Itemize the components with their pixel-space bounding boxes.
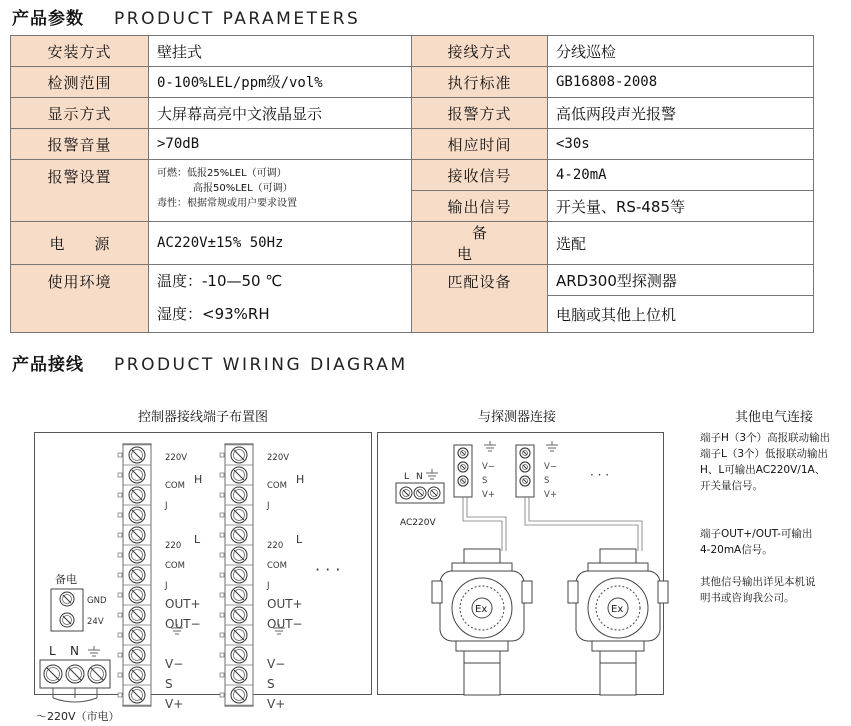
env-label: 使用环境 bbox=[11, 265, 149, 333]
screw-terminal-icon bbox=[231, 627, 247, 643]
screw-terminal-icon bbox=[231, 587, 247, 603]
install-value: 壁挂式 bbox=[149, 36, 412, 67]
power-label: 电源 bbox=[11, 222, 149, 265]
table-row bbox=[11, 36, 814, 67]
install-label: 安装方式 bbox=[11, 36, 149, 67]
screw-terminal-icon bbox=[60, 592, 74, 606]
ground-icon bbox=[426, 469, 438, 479]
screw-terminal-icon bbox=[129, 587, 145, 603]
screw-terminal-icon bbox=[88, 665, 106, 683]
mains-n-label: N bbox=[70, 644, 79, 658]
volume-label: 报警音量 bbox=[11, 129, 149, 160]
display-label: 显示方式 bbox=[11, 98, 149, 129]
backup-value: 选配 bbox=[548, 222, 814, 265]
other-electrical-caption: 其他电气连接 bbox=[735, 410, 814, 425]
screw-terminal-icon bbox=[129, 607, 145, 623]
terminal-pin bbox=[118, 473, 122, 477]
terminal-label: S bbox=[267, 677, 275, 691]
detector-base bbox=[592, 641, 644, 651]
detector-connection-panel bbox=[377, 432, 664, 695]
more-detectors-ellipsis: · · · bbox=[590, 468, 610, 482]
screw-terminal-icon bbox=[520, 476, 530, 486]
terminal-label: OUT+ bbox=[165, 597, 201, 611]
terminal-pin bbox=[220, 513, 224, 517]
screw-terminal-icon bbox=[129, 447, 145, 463]
alarm-mode-value: 高低两段声光报警 bbox=[548, 98, 814, 129]
output-value: 开关量、RS-485等 bbox=[548, 191, 814, 222]
gas-detector-icon bbox=[432, 549, 532, 695]
screw-terminal-icon bbox=[129, 467, 145, 483]
screw-terminal-icon bbox=[231, 507, 247, 523]
terminal-pin bbox=[220, 473, 224, 477]
terminal-label: 220 bbox=[165, 541, 182, 551]
standard-label: 执行标准 bbox=[412, 67, 548, 98]
detector-terminal-label: V+ bbox=[482, 490, 495, 500]
backup-24v-label: 24V bbox=[87, 617, 104, 627]
relay-h-label: H bbox=[194, 473, 203, 486]
terminal-pin bbox=[220, 573, 224, 577]
backup-label: 备电 bbox=[412, 222, 548, 265]
detector-left-port bbox=[568, 581, 578, 603]
note-line: 开关量信号。 bbox=[700, 480, 763, 492]
detector-right-port bbox=[658, 581, 668, 603]
note-line: H、L可输出AC220V/1A、 bbox=[700, 464, 826, 476]
screw-terminal-icon bbox=[129, 507, 145, 523]
screw-terminal-icon bbox=[458, 448, 468, 458]
note-line: 端子OUT+/OUT-可输出 bbox=[700, 528, 813, 540]
env-humidity: 湿度：<93%RH bbox=[149, 296, 412, 333]
detector-l-label: L bbox=[404, 472, 410, 482]
ground-icon bbox=[546, 441, 558, 451]
detector-wire bbox=[529, 497, 642, 551]
terminal-label: OUT+ bbox=[267, 597, 303, 611]
more-terminals-ellipsis: · · · bbox=[315, 560, 341, 579]
backup-power-block bbox=[51, 589, 83, 631]
terminal-label: 220V bbox=[165, 453, 188, 463]
terminal-label: J bbox=[165, 581, 168, 591]
note-line: 端子H（3个）高报联动输出 bbox=[700, 432, 831, 444]
terminal-pin bbox=[118, 633, 122, 637]
terminal-pin bbox=[220, 493, 224, 497]
terminal-label: J bbox=[267, 501, 270, 511]
screw-terminal-icon bbox=[231, 467, 247, 483]
response-value: <30s bbox=[548, 129, 814, 160]
backup-gnd-label: GND bbox=[87, 596, 107, 606]
detector-terminal-label: V+ bbox=[544, 490, 557, 500]
screw-terminal-icon bbox=[60, 613, 74, 627]
terminal-label: COM bbox=[267, 481, 287, 491]
output-label: 输出信号 bbox=[412, 191, 548, 222]
screw-terminal-icon bbox=[231, 547, 247, 563]
alarm-setting-value bbox=[149, 160, 412, 222]
screw-terminal-icon bbox=[231, 527, 247, 543]
terminal-pin bbox=[220, 553, 224, 557]
terminal-layout-caption: 控制器接线端子布置图 bbox=[138, 410, 269, 425]
mains-terminal-block bbox=[30, 640, 150, 726]
terminal-strip bbox=[220, 444, 304, 711]
screw-terminal-icon bbox=[231, 567, 247, 583]
detector-wire bbox=[463, 497, 502, 551]
alarm-setting-line: 可燃：低报25%LEL（可调） bbox=[157, 168, 287, 179]
ground-icon bbox=[88, 646, 100, 656]
ground-icon bbox=[484, 441, 496, 451]
detector-wire bbox=[467, 497, 506, 551]
alarm-mode-label: 报警方式 bbox=[412, 98, 548, 129]
terminal-label: 220V bbox=[267, 453, 290, 463]
parameters-table bbox=[10, 35, 814, 333]
table-row bbox=[11, 129, 814, 160]
terminal-label: J bbox=[267, 581, 270, 591]
screw-terminal-icon bbox=[231, 647, 247, 663]
parameters-title-en: PRODUCT PARAMETERS bbox=[114, 9, 361, 29]
alarm-setting-line: 毒性：根据常规或用户要求设置 bbox=[157, 198, 297, 209]
screw-terminal-icon bbox=[400, 487, 412, 499]
detector-terminal-label: S bbox=[544, 476, 550, 486]
screw-terminal-icon bbox=[520, 462, 530, 472]
screw-terminal-icon bbox=[231, 667, 247, 683]
terminal-pin bbox=[118, 553, 122, 557]
detector-terminal-set bbox=[454, 445, 472, 497]
terminal-pin bbox=[220, 693, 224, 697]
range-value: 0-100%LEL/ppm级/vol% bbox=[149, 67, 412, 98]
receive-value: 4-20mA bbox=[548, 160, 814, 191]
table-row bbox=[11, 222, 814, 265]
screw-terminal-icon bbox=[231, 447, 247, 463]
screw-terminal-icon bbox=[231, 487, 247, 503]
detector-cap-band bbox=[588, 563, 648, 571]
detector-left-port bbox=[432, 581, 442, 603]
screw-terminal-icon bbox=[458, 476, 468, 486]
note-line: 4-20mA信号。 bbox=[700, 544, 773, 556]
terminal-label: S bbox=[165, 677, 173, 691]
note-line: 端子L（3个）低报联动输出 bbox=[700, 448, 829, 460]
ex-mark: Ex bbox=[611, 604, 624, 615]
relay-h-label: H bbox=[296, 473, 305, 486]
match-label: 匹配设备 bbox=[412, 265, 548, 333]
screw-terminal-icon bbox=[458, 462, 468, 472]
table-row bbox=[11, 98, 814, 129]
detector-base bbox=[456, 641, 508, 651]
parameters-title-cn: 产品参数 bbox=[12, 9, 84, 29]
screw-terminal-icon bbox=[414, 487, 426, 499]
response-label: 相应时间 bbox=[412, 129, 548, 160]
env-temp: 温度：-10—50 ℃ bbox=[149, 265, 412, 296]
terminal-pin bbox=[118, 453, 122, 457]
detector-cap-band bbox=[452, 563, 512, 571]
volume-value: >70dB bbox=[149, 129, 412, 160]
detector-sensor-tube bbox=[600, 651, 636, 695]
terminal-label: J bbox=[165, 501, 168, 511]
terminal-pin bbox=[118, 613, 122, 617]
wiring-value: 分线巡检 bbox=[548, 36, 814, 67]
table-row bbox=[11, 265, 814, 296]
alarm-setting-line: 高报50%LEL（可调） bbox=[193, 183, 293, 194]
screw-terminal-icon bbox=[428, 487, 440, 499]
terminal-pin bbox=[118, 493, 122, 497]
receive-label: 接收信号 bbox=[412, 160, 548, 191]
terminal-label: OUT− bbox=[165, 617, 201, 631]
relay-l-label: L bbox=[296, 533, 303, 546]
terminal-pin bbox=[220, 653, 224, 657]
screw-terminal-icon bbox=[129, 487, 145, 503]
terminal-pin bbox=[220, 633, 224, 637]
screw-terminal-icon bbox=[44, 665, 62, 683]
match-value-1: ARD300型探测器 bbox=[548, 265, 814, 296]
screw-terminal-icon bbox=[231, 687, 247, 703]
screw-terminal-icon bbox=[129, 547, 145, 563]
terminal-label: COM bbox=[165, 561, 185, 571]
standard-value: GB16808-2008 bbox=[548, 67, 814, 98]
display-value: 大屏幕高亮中文液晶显示 bbox=[149, 98, 412, 129]
ex-mark: Ex bbox=[475, 604, 488, 615]
terminal-pin bbox=[220, 533, 224, 537]
note-line: 其他信号输出详见本机说 bbox=[700, 576, 816, 588]
parameters-heading bbox=[12, 4, 360, 29]
screw-terminal-icon bbox=[129, 527, 145, 543]
note-line: 明书或咨询我公司。 bbox=[700, 592, 795, 604]
detector-terminal-label: V− bbox=[544, 462, 557, 472]
terminal-label: V− bbox=[165, 657, 184, 671]
terminal-label: V− bbox=[267, 657, 286, 671]
other-electrical-notes bbox=[700, 430, 830, 606]
terminal-label: V+ bbox=[165, 697, 184, 711]
table-row bbox=[11, 160, 814, 191]
gas-detector-icon bbox=[568, 549, 668, 695]
terminal-label: COM bbox=[165, 481, 185, 491]
detector-terminal-set bbox=[516, 445, 534, 497]
detector-ac-label: AC220V bbox=[400, 518, 436, 528]
match-value-2: 电脑或其他上位机 bbox=[548, 296, 814, 333]
screw-terminal-icon bbox=[520, 448, 530, 458]
detector-terminal-label: S bbox=[482, 476, 488, 486]
screw-terminal-icon bbox=[66, 665, 84, 683]
detector-terminal-label: V− bbox=[482, 462, 495, 472]
terminal-label: COM bbox=[267, 561, 287, 571]
terminal-label: V+ bbox=[267, 697, 286, 711]
mains-l-label: L bbox=[49, 644, 56, 658]
terminal-pin bbox=[220, 453, 224, 457]
screw-terminal-icon bbox=[231, 607, 247, 623]
terminal-pin bbox=[220, 593, 224, 597]
detector-right-port bbox=[522, 581, 532, 603]
terminal-label: OUT− bbox=[267, 617, 303, 631]
detector-diagram bbox=[378, 433, 665, 696]
table-row bbox=[11, 67, 814, 98]
terminal-pin bbox=[118, 593, 122, 597]
terminal-pin bbox=[220, 673, 224, 677]
screw-terminal-icon bbox=[129, 567, 145, 583]
terminal-pin bbox=[220, 613, 224, 617]
detector-sensor-tube bbox=[464, 651, 500, 695]
relay-l-label: L bbox=[194, 533, 201, 546]
terminal-pin bbox=[118, 573, 122, 577]
terminal-label: 220 bbox=[267, 541, 284, 551]
mains-wire bbox=[53, 698, 97, 702]
backup-power-title: 备电 bbox=[55, 573, 77, 586]
wiring-title-en: PRODUCT WIRING DIAGRAM bbox=[114, 355, 408, 375]
terminal-pin bbox=[118, 513, 122, 517]
mains-voltage-note: ～220V（市电） bbox=[36, 710, 120, 723]
alarm-setting-label: 报警设置 bbox=[11, 160, 149, 222]
wiring-heading bbox=[12, 350, 408, 375]
detector-n-label: N bbox=[416, 472, 423, 482]
power-value: AC220V±15% 50Hz bbox=[149, 222, 412, 265]
terminal-pin bbox=[118, 533, 122, 537]
detector-wire bbox=[525, 497, 638, 551]
wiring-label: 接线方式 bbox=[412, 36, 548, 67]
wiring-title-cn: 产品接线 bbox=[12, 355, 84, 375]
range-label: 检测范围 bbox=[11, 67, 149, 98]
detector-connection-caption: 与探测器连接 bbox=[478, 410, 557, 425]
